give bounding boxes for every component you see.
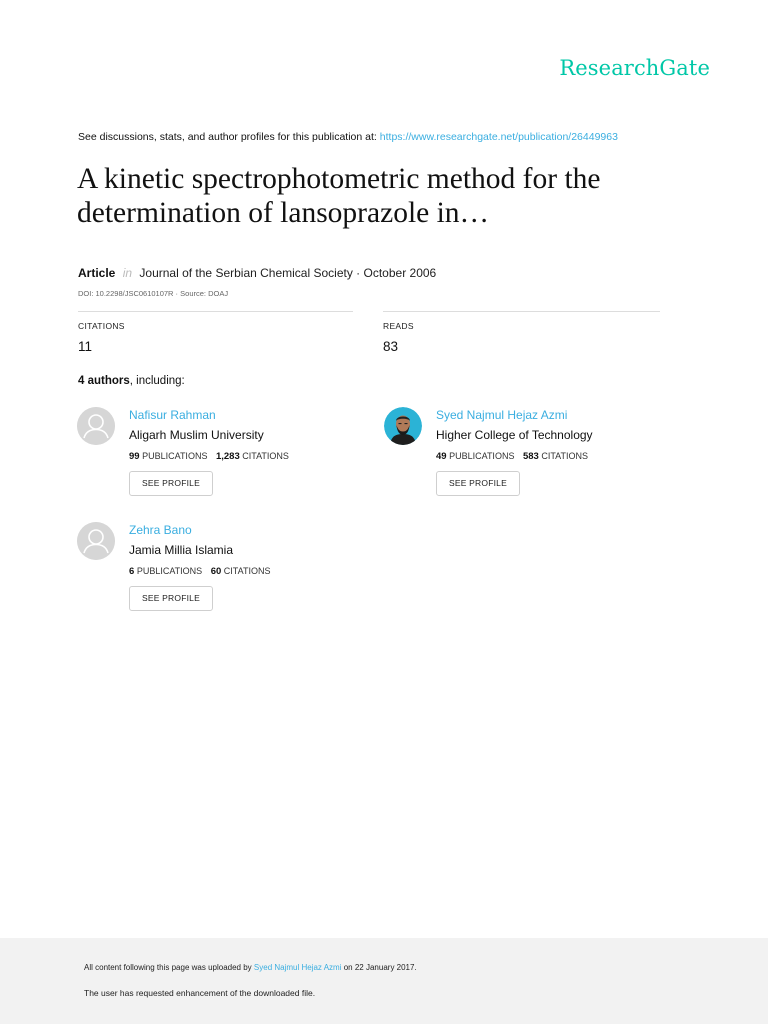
upload-notice-suffix: on 22 January 2017. bbox=[343, 963, 417, 972]
citations-label: CITATIONS bbox=[78, 321, 125, 331]
citations-label: CITATIONS bbox=[223, 566, 271, 576]
citations-count: 1,283 bbox=[215, 451, 240, 462]
default-avatar-icon[interactable] bbox=[77, 407, 115, 445]
citations-label: CITATIONS bbox=[242, 451, 289, 461]
citations-stat bbox=[78, 311, 353, 354]
journal-info: Journal of the Serbian Chemical Society · October 2006 bbox=[139, 266, 437, 280]
see-profile-button[interactable]: SEE PROFILE bbox=[129, 471, 213, 496]
publications-count: 49 bbox=[436, 451, 447, 462]
publications-count: 99 bbox=[129, 451, 140, 462]
author-name-link[interactable]: Zehra Bano bbox=[129, 523, 192, 537]
researchgate-logo[interactable]: ResearchGate bbox=[559, 56, 710, 80]
author-info bbox=[129, 407, 289, 496]
author-institution: Jamia Millia Islamia bbox=[129, 543, 234, 557]
author-info bbox=[129, 522, 270, 611]
publication-type: Article bbox=[78, 266, 116, 280]
publications-count: 6 bbox=[129, 566, 135, 577]
publications-label: PUBLICATIONS bbox=[136, 566, 203, 576]
authors-heading bbox=[78, 375, 185, 387]
see-profile-button[interactable]: SEE PROFILE bbox=[129, 586, 213, 611]
enhancement-notice: The user has requested enhancement of the downloaded file. bbox=[84, 988, 316, 998]
in-label: in bbox=[122, 266, 133, 280]
publication-meta bbox=[78, 266, 436, 280]
discussion-line bbox=[78, 131, 618, 143]
see-profile-button[interactable]: SEE PROFILE bbox=[436, 471, 520, 496]
default-avatar-icon[interactable] bbox=[77, 522, 115, 560]
author-stats bbox=[129, 566, 270, 577]
reads-stat bbox=[383, 311, 660, 354]
reads-value: 83 bbox=[383, 339, 399, 354]
upload-notice-prefix: All content following this page was uploaded by bbox=[84, 963, 252, 972]
publication-title: A kinetic spectrophotometric method for the determination of lansoprazole in… bbox=[77, 163, 601, 229]
uploader-link[interactable]: Syed Najmul Hejaz Azmi bbox=[253, 963, 342, 972]
author-photo[interactable] bbox=[384, 407, 422, 445]
authors-count: 4 authors bbox=[78, 375, 130, 387]
citations-count: 583 bbox=[522, 451, 539, 462]
doi-source: DOI: 10.2298/JSC0610107R · Source: DOAJ bbox=[78, 289, 229, 298]
author-institution: Higher College of Technology bbox=[436, 428, 593, 442]
reads-label: READS bbox=[383, 321, 414, 331]
footer bbox=[0, 938, 768, 1024]
author-institution: Aligarh Muslim University bbox=[129, 428, 264, 442]
publication-url-link[interactable]: https://www.researchgate.net/publication/26449963 bbox=[379, 131, 618, 143]
citations-label: CITATIONS bbox=[541, 451, 589, 461]
author-info bbox=[436, 407, 593, 496]
citations-value: 11 bbox=[78, 339, 93, 354]
author-stats bbox=[436, 451, 593, 462]
citations-count: 60 bbox=[210, 566, 222, 577]
author-name-link[interactable]: Syed Najmul Hejaz Azmi bbox=[436, 408, 568, 422]
upload-notice bbox=[84, 963, 417, 972]
author-stats bbox=[129, 451, 289, 462]
publications-label: PUBLICATIONS bbox=[449, 451, 515, 461]
publications-label: PUBLICATIONS bbox=[142, 451, 208, 461]
authors-suffix: , including: bbox=[129, 375, 185, 387]
author-name-link[interactable]: Nafisur Rahman bbox=[129, 408, 216, 422]
discussion-text: See discussions, stats, and author profiles for this publication at: bbox=[78, 131, 377, 143]
